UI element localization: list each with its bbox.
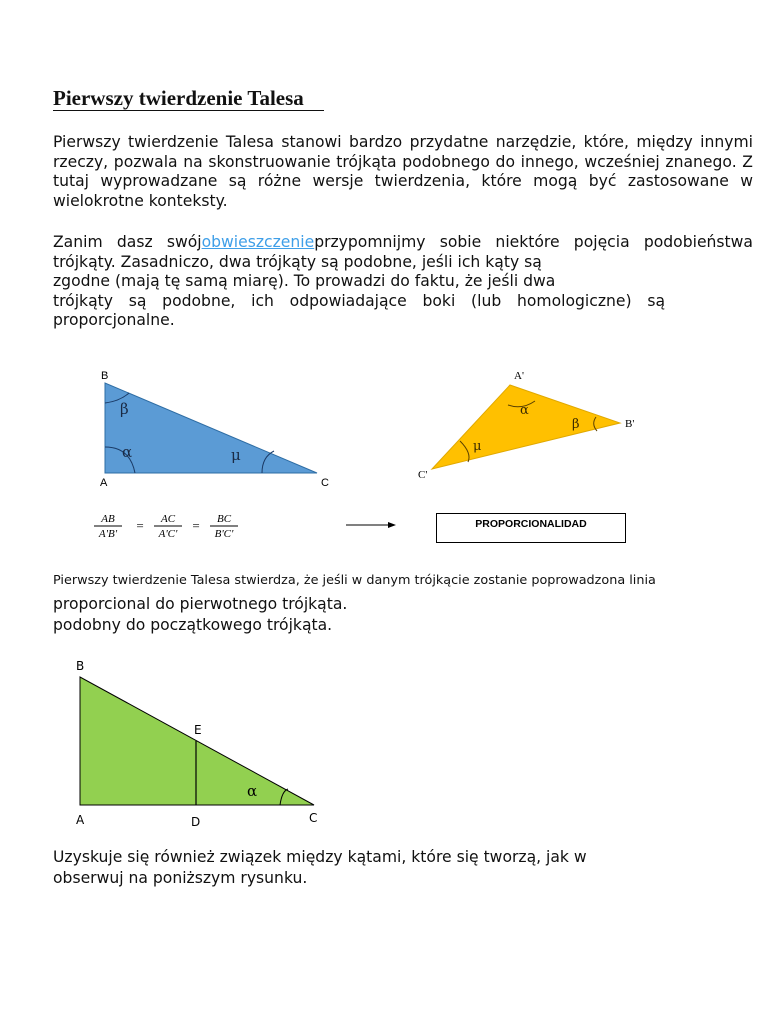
green-triangle-figure xyxy=(70,655,350,835)
equals-sign-1: = xyxy=(136,518,144,533)
angle-label-beta: β xyxy=(120,400,129,418)
ratio-1-denominator: A'B' xyxy=(98,528,118,540)
angle-label-beta-prime: β xyxy=(572,417,580,432)
angles-paragraph-line-2: obserwuj na poniższym rysunku. xyxy=(53,869,308,887)
ratio-3-numerator: BC xyxy=(216,513,232,525)
page-title: Pierwszy twierdzenie Talesa xyxy=(53,86,324,111)
similarity-line-4: trójkąty są podobne, ich odpowiadające boki (lub homologiczne) są proporcjonalne. xyxy=(53,291,665,329)
similarity-lead xyxy=(53,233,753,272)
ratio-1-numerator: AB xyxy=(101,513,115,525)
ratio-2-numerator: AC xyxy=(160,513,176,525)
vertex-label-a: A xyxy=(100,477,108,489)
statement-line-b: podobny do początkowego trójkąta. xyxy=(53,616,333,634)
vertex-label-a-prime: A' xyxy=(514,370,524,382)
angles-paragraph-line-1: Uzyskuje się również związek między kątami, które się tworzą, jak w xyxy=(53,848,587,866)
ratio-3-denominator: B'C' xyxy=(214,528,234,540)
vertex-label-a: A xyxy=(76,813,85,827)
obwieszczenie-link[interactable]: obwieszczenie xyxy=(201,233,315,251)
vertex-label-e: E xyxy=(194,723,202,737)
intro-paragraph: Pierwszy twierdzenie Talesa stanowi bardzo przydatne narzędzie, które, między innymi rzeczy, pozwala na skonstruowanie trójkąta podobnego do innego, wcześniej znanego. Z tutaj wyprowadzane są różne wersje twierdzenia, które mogą być zastosowane w wielokrotne konteksty. xyxy=(53,133,753,210)
proporcionalidad-box xyxy=(436,513,628,545)
vertex-label-c: C xyxy=(309,811,318,825)
vertex-label-b-prime: B' xyxy=(625,418,635,430)
angle-label-alpha: α xyxy=(122,443,133,461)
statement-line-a: proporcional do pierwotnego trójkąta. xyxy=(53,595,348,613)
vertex-label-c: C xyxy=(321,477,329,489)
vertex-label-d: D xyxy=(191,815,201,829)
green-triangle xyxy=(80,677,314,805)
blue-triangle-figure xyxy=(90,365,350,495)
text-after-link: przypomnijmy sobie niektóre pojęcia podobieństwa trójkąty. Zasadniczo, dwa trójkąty są podobne, jeśli ich kąty są xyxy=(53,233,753,271)
angle-label-mu: μ xyxy=(231,446,241,464)
angle-label-alpha: α xyxy=(247,782,258,800)
proporcionalidad-label: PROPORCIONALIDAD xyxy=(475,518,587,530)
angle-label-alpha-prime: α xyxy=(520,403,529,418)
equals-sign-2: = xyxy=(192,518,200,533)
ratio-equation xyxy=(92,510,262,544)
text-before-link: Zanim dasz swój xyxy=(53,233,202,251)
similarity-line-3: zgodne (mają tę samą miarę). To prowadzi do faktu, że jeśli dwa xyxy=(53,272,556,290)
similarity-paragraph xyxy=(53,233,753,331)
yellow-triangle-figure xyxy=(410,365,670,485)
ratio-2-denominator: A'C' xyxy=(158,528,178,540)
blue-triangle xyxy=(105,383,317,473)
vertex-label-b: B xyxy=(101,370,109,382)
arrow-icon xyxy=(344,519,404,531)
vertex-label-c-prime: C' xyxy=(418,469,428,481)
thales-statement: Pierwszy twierdzenie Talesa stwierdza, że jeśli w danym trójkącie zostanie poprowadzona linia xyxy=(53,573,656,588)
vertex-label-b: B xyxy=(76,659,85,673)
angle-label-mu-prime: μ xyxy=(473,439,482,454)
yellow-triangle xyxy=(432,385,620,469)
